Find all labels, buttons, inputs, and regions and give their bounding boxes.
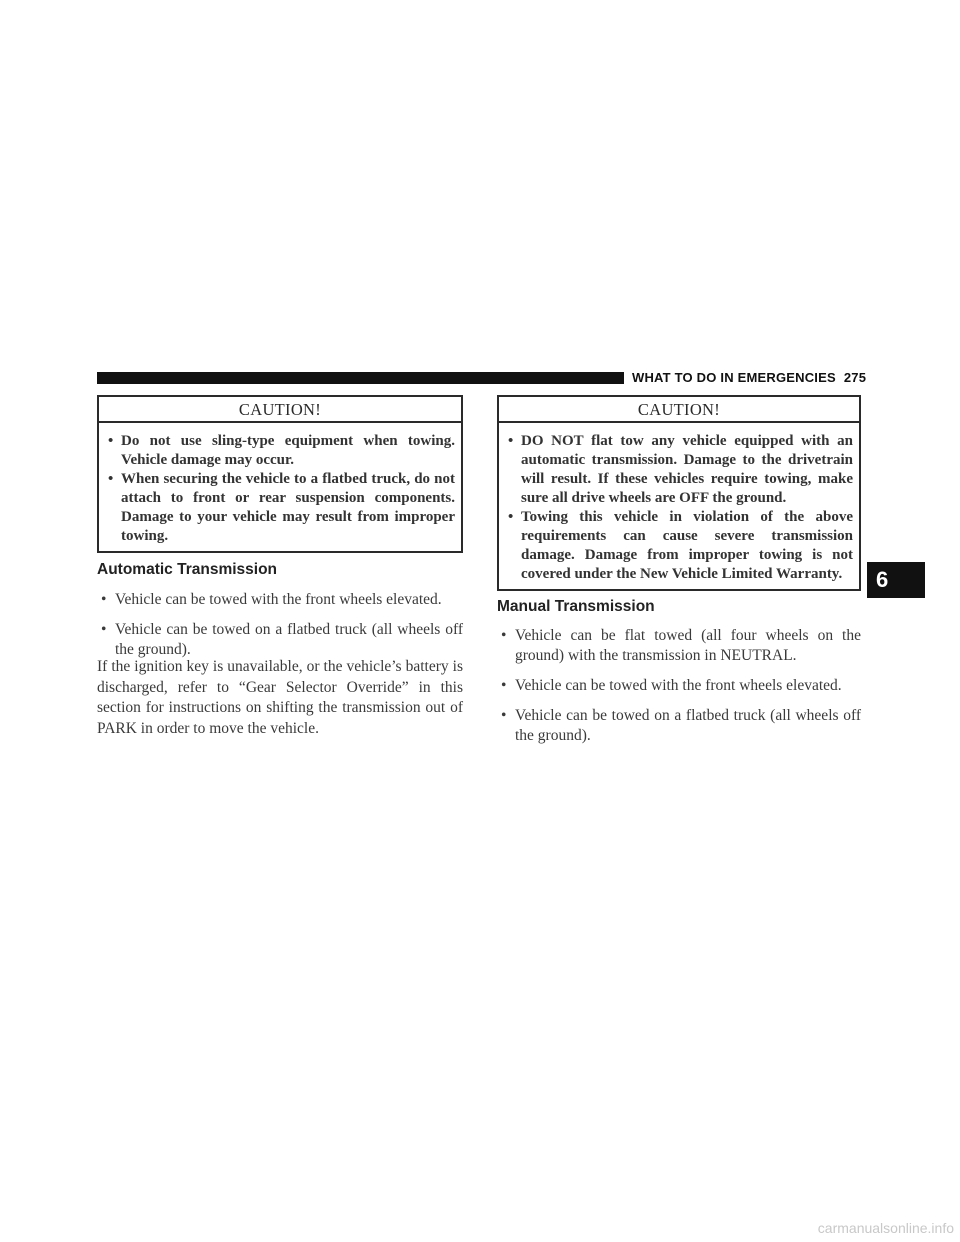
heading-manual-transmission: Manual Transmission	[497, 598, 655, 615]
bullet-dot-icon: •	[508, 509, 514, 525]
bullet-dot-icon: •	[501, 707, 507, 724]
list-item-text: Vehicle can be towed on a flatbed truck (all wheels off the ground).	[515, 707, 861, 744]
list-item	[97, 590, 463, 610]
caution-item	[499, 508, 859, 584]
header-section-title: WHAT TO DO IN EMERGENCIES	[632, 370, 836, 385]
caution-item-text: Do not use sling-type equipment when towing. Vehicle damage may occur.	[121, 433, 455, 468]
list-item-text: Vehicle can be flat towed (all four wheels on the ground) with the transmission in NEUTRAL.	[515, 627, 861, 664]
caution-item	[99, 432, 461, 470]
heading-automatic-transmission: Automatic Transmission	[97, 561, 278, 578]
bullet-dot-icon: •	[501, 677, 507, 694]
caution-item-text: Towing this vehicle in violation of the above requirements can cause severe transmission damage. Damage from improper towing is not covered under the New Vehicle Limited Warranty.	[521, 509, 853, 582]
caution-item-text: When securing the vehicle to a flatbed truck, do not attach to front or rear suspension components. Damage to your vehicle may result from improper towing.	[121, 471, 455, 544]
list-item	[497, 626, 861, 666]
caution-title: CAUTION!	[99, 397, 461, 423]
caution-box-right	[497, 395, 861, 591]
caution-title: CAUTION!	[499, 397, 859, 423]
list-item-text: Vehicle can be towed on a flatbed truck (all wheels off the ground).	[115, 621, 463, 658]
list-item	[497, 676, 861, 696]
list-item-text: Vehicle can be towed with the front wheels elevated.	[515, 677, 842, 694]
list-item-text: Vehicle can be towed with the front wheels elevated.	[115, 591, 442, 608]
bullet-dot-icon: •	[101, 591, 107, 608]
chapter-tab: 6	[867, 562, 925, 598]
bullet-dot-icon: •	[101, 621, 107, 638]
automatic-paragraph: If the ignition key is unavailable, or the vehicle’s battery is discharged, refer to “Gear Selector Override” in this section for instructions on shifting the transmission out of PARK in order to move the vehicle.	[97, 658, 463, 737]
header-rule	[97, 372, 624, 384]
list-item	[97, 620, 463, 660]
caution-item-text: DO NOT flat tow any vehicle equipped with an automatic transmission. Damage to the drivetrain will result. If these vehicles require towing, make sure all drive wheels are OFF the ground.	[521, 433, 853, 506]
bullet-dot-icon: •	[108, 471, 114, 487]
page-number: 275	[843, 370, 867, 385]
watermark: carmanualsonline.info	[817, 1220, 954, 1236]
caution-item	[499, 432, 859, 508]
running-header	[632, 370, 872, 386]
list-item	[497, 706, 861, 746]
caution-list	[99, 423, 461, 546]
bullet-dot-icon: •	[501, 627, 507, 644]
caution-item	[99, 470, 461, 546]
caution-list	[499, 423, 859, 584]
caution-box-left	[97, 395, 463, 553]
manual-bullets	[497, 626, 861, 756]
bullet-dot-icon: •	[108, 433, 114, 449]
bullet-dot-icon: •	[508, 433, 514, 449]
